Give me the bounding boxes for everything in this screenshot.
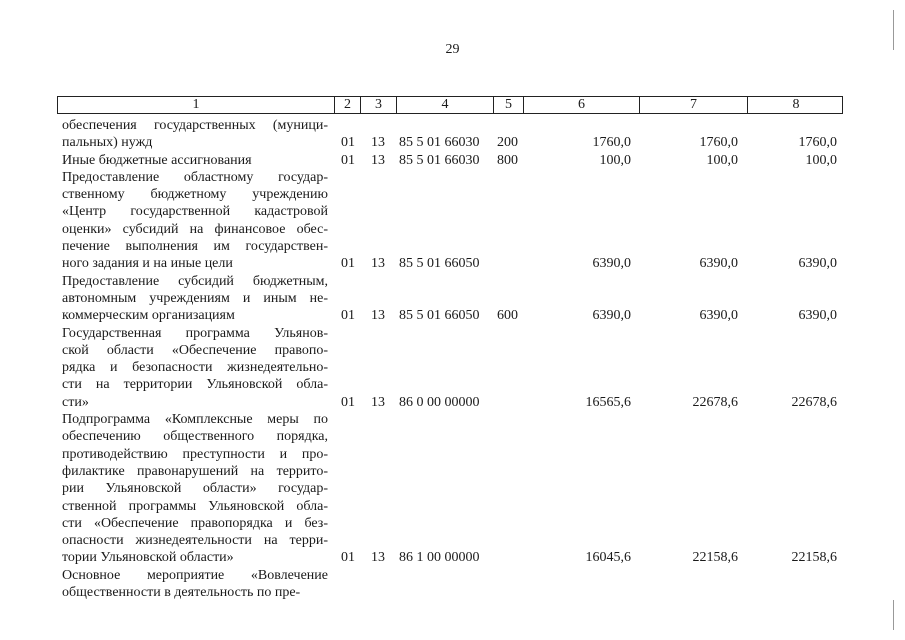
row-description bbox=[62, 411, 328, 567]
row-description bbox=[62, 567, 328, 602]
row-description bbox=[62, 169, 328, 273]
cell-col-3: 13 bbox=[371, 550, 385, 566]
cell-col-8: 100,0 bbox=[805, 152, 837, 168]
scan-edge-mark bbox=[893, 10, 894, 50]
description-line: автономным учреждениям и иным не- bbox=[62, 290, 328, 306]
row-description bbox=[62, 325, 328, 411]
description-line: ской области «Обеспечение правопо- bbox=[62, 342, 328, 358]
cell-col-6: 16565,6 bbox=[585, 394, 631, 410]
cell-col-6: 6390,0 bbox=[592, 308, 631, 324]
cell-col-6: 100,0 bbox=[599, 152, 631, 168]
cell-col-3: 13 bbox=[371, 308, 385, 324]
cell-col-2: 01 bbox=[341, 550, 355, 566]
cell-col-7: 22158,6 bbox=[692, 550, 738, 566]
description-line: филактике правонарушений на террито- bbox=[62, 463, 328, 479]
cell-col-6: 6390,0 bbox=[592, 256, 631, 272]
cell-col-8: 22158,6 bbox=[791, 550, 837, 566]
row-description bbox=[62, 117, 328, 152]
header-col-4: 4 bbox=[396, 97, 493, 113]
table-header bbox=[57, 96, 843, 114]
row-description bbox=[62, 273, 328, 325]
description-line: сти на территории Ульяновской обла- bbox=[62, 377, 328, 393]
header-col-3: 3 bbox=[360, 97, 396, 113]
header-col-2: 2 bbox=[334, 97, 360, 113]
cell-col-7: 22678,6 bbox=[692, 394, 738, 410]
cell-col-6: 1760,0 bbox=[592, 135, 631, 151]
description-line: общественности в деятельность по пре- bbox=[62, 585, 301, 601]
description-line: ственному бюджетному учреждению bbox=[62, 187, 328, 203]
cell-col-2: 01 bbox=[341, 152, 355, 168]
header-col-8: 8 bbox=[747, 97, 844, 113]
header-col-7: 7 bbox=[639, 97, 747, 113]
description-line: сти» bbox=[62, 394, 89, 410]
cell-col-3: 13 bbox=[371, 135, 385, 151]
cell-col-4: 86 0 00 00000 bbox=[399, 394, 480, 410]
cell-col-4: 85 5 01 66050 bbox=[399, 308, 480, 324]
cell-col-4: 85 5 01 66050 bbox=[399, 256, 480, 272]
cell-col-8: 6390,0 bbox=[798, 308, 837, 324]
cell-col-4: 86 1 00 00000 bbox=[399, 550, 480, 566]
row-description bbox=[62, 152, 328, 169]
cell-col-2: 01 bbox=[341, 256, 355, 272]
description-line: рии Ульяновской области» государ- bbox=[62, 481, 328, 497]
page-number: 29 bbox=[445, 42, 460, 57]
description-line: обеспечению общественного порядка, bbox=[62, 429, 328, 445]
cell-col-7: 100,0 bbox=[706, 152, 738, 168]
description-line: противодействию преступности и про- bbox=[62, 446, 328, 462]
description-line: ственной программы Ульяновской обла- bbox=[62, 498, 328, 514]
description-line: Основное мероприятие «Вовлечение bbox=[62, 567, 328, 583]
description-line: Государственная программа Ульянов- bbox=[62, 325, 328, 341]
description-line: пальных) нужд bbox=[62, 135, 153, 151]
description-line: обеспечения государственных (муници- bbox=[62, 118, 328, 133]
header-col-1: 1 bbox=[192, 97, 200, 112]
cell-col-3: 13 bbox=[371, 152, 385, 168]
cell-col-3: 13 bbox=[371, 256, 385, 272]
header-col-6: 6 bbox=[523, 97, 639, 113]
scan-edge-mark bbox=[893, 600, 894, 630]
cell-col-7: 6390,0 bbox=[699, 256, 738, 272]
cell-col-4: 85 5 01 66030 bbox=[399, 152, 480, 168]
description-line: оценки» субсидий на финансовое обес- bbox=[62, 221, 328, 237]
description-line: тории Ульяновской области» bbox=[62, 550, 234, 566]
cell-col-7: 1760,0 bbox=[699, 135, 738, 151]
description-line: Подпрограмма «Комплексные меры по bbox=[62, 412, 328, 428]
description-line: Предоставление областному государ- bbox=[62, 169, 328, 185]
description-line: опасности жизнедеятельности на терри- bbox=[62, 533, 328, 549]
cell-col-2: 01 bbox=[341, 135, 355, 151]
cell-col-8: 6390,0 bbox=[798, 256, 837, 272]
cell-col-8: 1760,0 bbox=[798, 135, 837, 151]
description-line: печение выполнения им государствен- bbox=[62, 239, 328, 255]
description-line: Иные бюджетные ассигнования bbox=[62, 152, 252, 168]
cell-col-2: 01 bbox=[341, 308, 355, 324]
cell-col-5: 200 bbox=[497, 135, 518, 151]
cell-col-3: 13 bbox=[371, 394, 385, 410]
description-line: «Центр государственной кадастровой bbox=[62, 204, 328, 220]
description-line: сти «Обеспечение правопорядка и без- bbox=[62, 515, 328, 531]
cell-col-8: 22678,6 bbox=[791, 394, 837, 410]
cell-col-6: 16045,6 bbox=[585, 550, 631, 566]
description-line: ного задания и на иные цели bbox=[62, 256, 233, 272]
description-line: Предоставление субсидий бюджетным, bbox=[62, 273, 328, 289]
cell-col-5: 800 bbox=[497, 152, 518, 168]
cell-col-7: 6390,0 bbox=[699, 308, 738, 324]
header-col-5: 5 bbox=[493, 97, 523, 113]
cell-col-4: 85 5 01 66030 bbox=[399, 135, 480, 151]
cell-col-5: 600 bbox=[497, 308, 518, 324]
cell-col-2: 01 bbox=[341, 394, 355, 410]
description-line: коммерческим организациям bbox=[62, 308, 235, 324]
description-line: рядка и безопасности жизнедеятельно- bbox=[62, 360, 328, 376]
